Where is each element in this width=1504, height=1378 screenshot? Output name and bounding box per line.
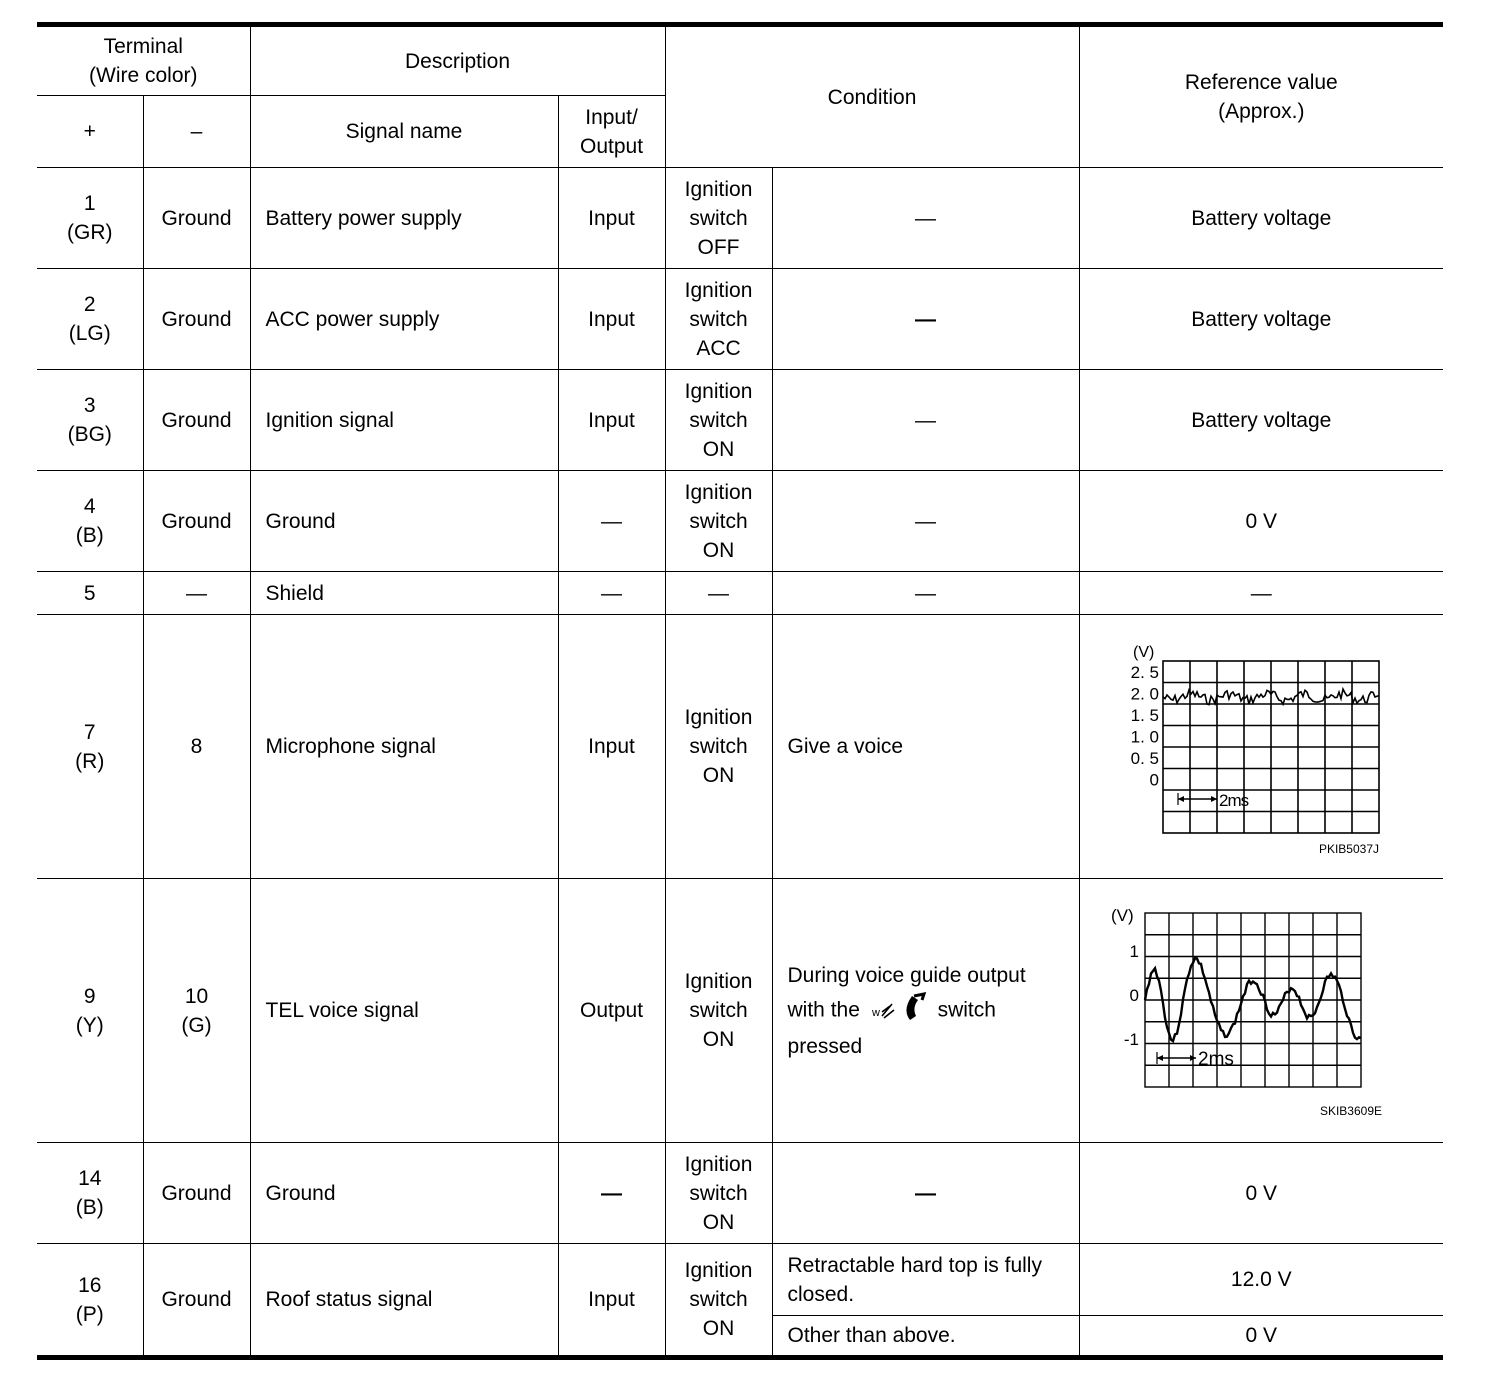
condition-switch: Ignition switch ON	[665, 370, 772, 471]
condition-detail: —	[772, 370, 1079, 471]
timebase-label: 2ms	[1198, 1048, 1235, 1070]
plus-terminal: 3 (BG)	[37, 370, 143, 471]
header-minus: –	[143, 96, 250, 168]
reference-value: 0 V	[1079, 471, 1443, 572]
condition-detail: Give a voice	[772, 615, 1079, 879]
condition-switch: Ignition switch ON	[665, 879, 772, 1143]
table-row	[37, 168, 1443, 269]
terminal-table	[37, 22, 1443, 1360]
signal-name: Ignition signal	[250, 370, 558, 471]
table-row	[37, 471, 1443, 572]
signal-name: Shield	[250, 572, 558, 615]
input-output: Input	[558, 615, 665, 879]
waveform-unit: (V)	[1133, 643, 1155, 661]
y-tick-label: 1. 5	[1130, 705, 1160, 725]
header-reference: Reference value (Approx.)	[1079, 25, 1443, 168]
condition-detail: Retractable hard top is fully closed.	[772, 1244, 1079, 1316]
header-signal-name: Signal name	[250, 96, 558, 168]
header-row-1	[37, 25, 1443, 96]
condition-switch: Ignition switch ACC	[665, 269, 772, 370]
table-row	[37, 1244, 1443, 1316]
y-tick-label: 0	[1129, 985, 1140, 1005]
y-tick-label: 2. 0	[1130, 684, 1160, 703]
waveform-code: PKIB5037J	[1319, 841, 1380, 856]
y-tick-label: 1	[1129, 941, 1140, 961]
signal-name: Ground	[250, 1143, 558, 1244]
table-row	[37, 269, 1443, 370]
plus-terminal: 9 (Y)	[37, 879, 143, 1143]
tel-voice-waveform	[1111, 901, 1411, 1121]
waveform-y-ticks	[1131, 663, 1159, 790]
terminal-spec-sheet	[37, 22, 1443, 1360]
reference-waveform	[1079, 615, 1443, 879]
header-condition: Condition	[665, 25, 1079, 168]
plus-terminal: 16 (P)	[37, 1244, 143, 1358]
reference-waveform	[1079, 879, 1443, 1143]
input-output: Input	[558, 269, 665, 370]
plus-terminal: 14 (B)	[37, 1143, 143, 1244]
plus-terminal: 5	[37, 572, 143, 615]
reference-value: Battery voltage	[1079, 370, 1443, 471]
minus-terminal: Ground	[143, 1143, 250, 1244]
condition-detail: —	[772, 168, 1079, 269]
minus-terminal: Ground	[143, 370, 250, 471]
timebase-marker	[1178, 793, 1217, 805]
table-row	[37, 615, 1443, 879]
table-row	[37, 572, 1443, 615]
waveform-unit: (V)	[1111, 905, 1134, 925]
input-output: —	[558, 572, 665, 615]
y-tick-label: -1	[1124, 1029, 1140, 1049]
minus-terminal: 10 (G)	[143, 879, 250, 1143]
input-output: Input	[558, 370, 665, 471]
condition-detail: —	[772, 1143, 1079, 1244]
input-output: Output	[558, 879, 665, 1143]
minus-terminal: 8	[143, 615, 250, 879]
plus-terminal: 7 (R)	[37, 615, 143, 879]
condition-switch: —	[665, 572, 772, 615]
y-tick-label: 0. 5	[1130, 748, 1160, 768]
reference-value: 12.0 V	[1079, 1244, 1443, 1316]
reference-value: 0 V	[1079, 1316, 1443, 1358]
minus-terminal: —	[143, 572, 250, 615]
waveform-grid	[1163, 661, 1379, 833]
table-row	[37, 879, 1443, 1143]
condition-switch: Ignition switch ON	[665, 471, 772, 572]
plus-terminal: 4 (B)	[37, 471, 143, 572]
waveform-y-ticks	[1124, 942, 1139, 1049]
timebase-marker	[1157, 1052, 1196, 1064]
header-description: Description	[250, 25, 665, 96]
input-output: Input	[558, 1244, 665, 1358]
header-terminal: Terminal (Wire color)	[37, 25, 250, 96]
signal-name: ACC power supply	[250, 269, 558, 370]
plus-terminal: 1 (GR)	[37, 168, 143, 269]
signal-name: Ground	[250, 471, 558, 572]
minus-terminal: Ground	[143, 471, 250, 572]
timebase-label: 2ms	[1219, 790, 1249, 810]
condition-switch: Ignition switch OFF	[665, 168, 772, 269]
reference-value: Battery voltage	[1079, 269, 1443, 370]
y-tick-label: 0	[1149, 770, 1160, 789]
signal-name: Roof status signal	[250, 1244, 558, 1358]
condition-detail: —	[772, 572, 1079, 615]
microphone-waveform	[1111, 637, 1411, 857]
svg-text:w: w	[871, 1006, 880, 1019]
condition-switch: Ignition switch ON	[665, 1143, 772, 1244]
condition-detail: —	[772, 269, 1079, 370]
signal-name: Battery power supply	[250, 168, 558, 269]
table-row	[37, 1143, 1443, 1244]
input-output: Input	[558, 168, 665, 269]
voice-phone-switch-icon	[866, 990, 932, 1032]
condition-detail: Other than above.	[772, 1316, 1079, 1358]
condition-switch: Ignition switch ON	[665, 615, 772, 879]
y-tick-label: 1. 0	[1130, 727, 1160, 746]
input-output: —	[558, 471, 665, 572]
minus-terminal: Ground	[143, 168, 250, 269]
table-row	[37, 370, 1443, 471]
signal-name: TEL voice signal	[250, 879, 558, 1143]
condition-switch: Ignition switch ON	[665, 1244, 772, 1358]
input-output: —	[558, 1143, 665, 1244]
reference-value: 0 V	[1079, 1143, 1443, 1244]
condition-detail: —	[772, 471, 1079, 572]
signal-name: Microphone signal	[250, 615, 558, 879]
condition-detail: During voice guide output with the w switch pressed	[772, 879, 1079, 1143]
reference-value: —	[1079, 572, 1443, 615]
plus-terminal: 2 (LG)	[37, 269, 143, 370]
y-tick-label: 2. 5	[1130, 662, 1160, 682]
waveform-code: SKIB3609E	[1320, 1103, 1383, 1118]
minus-terminal: Ground	[143, 269, 250, 370]
minus-terminal: Ground	[143, 1244, 250, 1358]
waveform-grid	[1145, 913, 1361, 1087]
reference-value: Battery voltage	[1079, 168, 1443, 269]
header-plus: +	[37, 96, 143, 168]
header-input-output: Input/ Output	[558, 96, 665, 168]
